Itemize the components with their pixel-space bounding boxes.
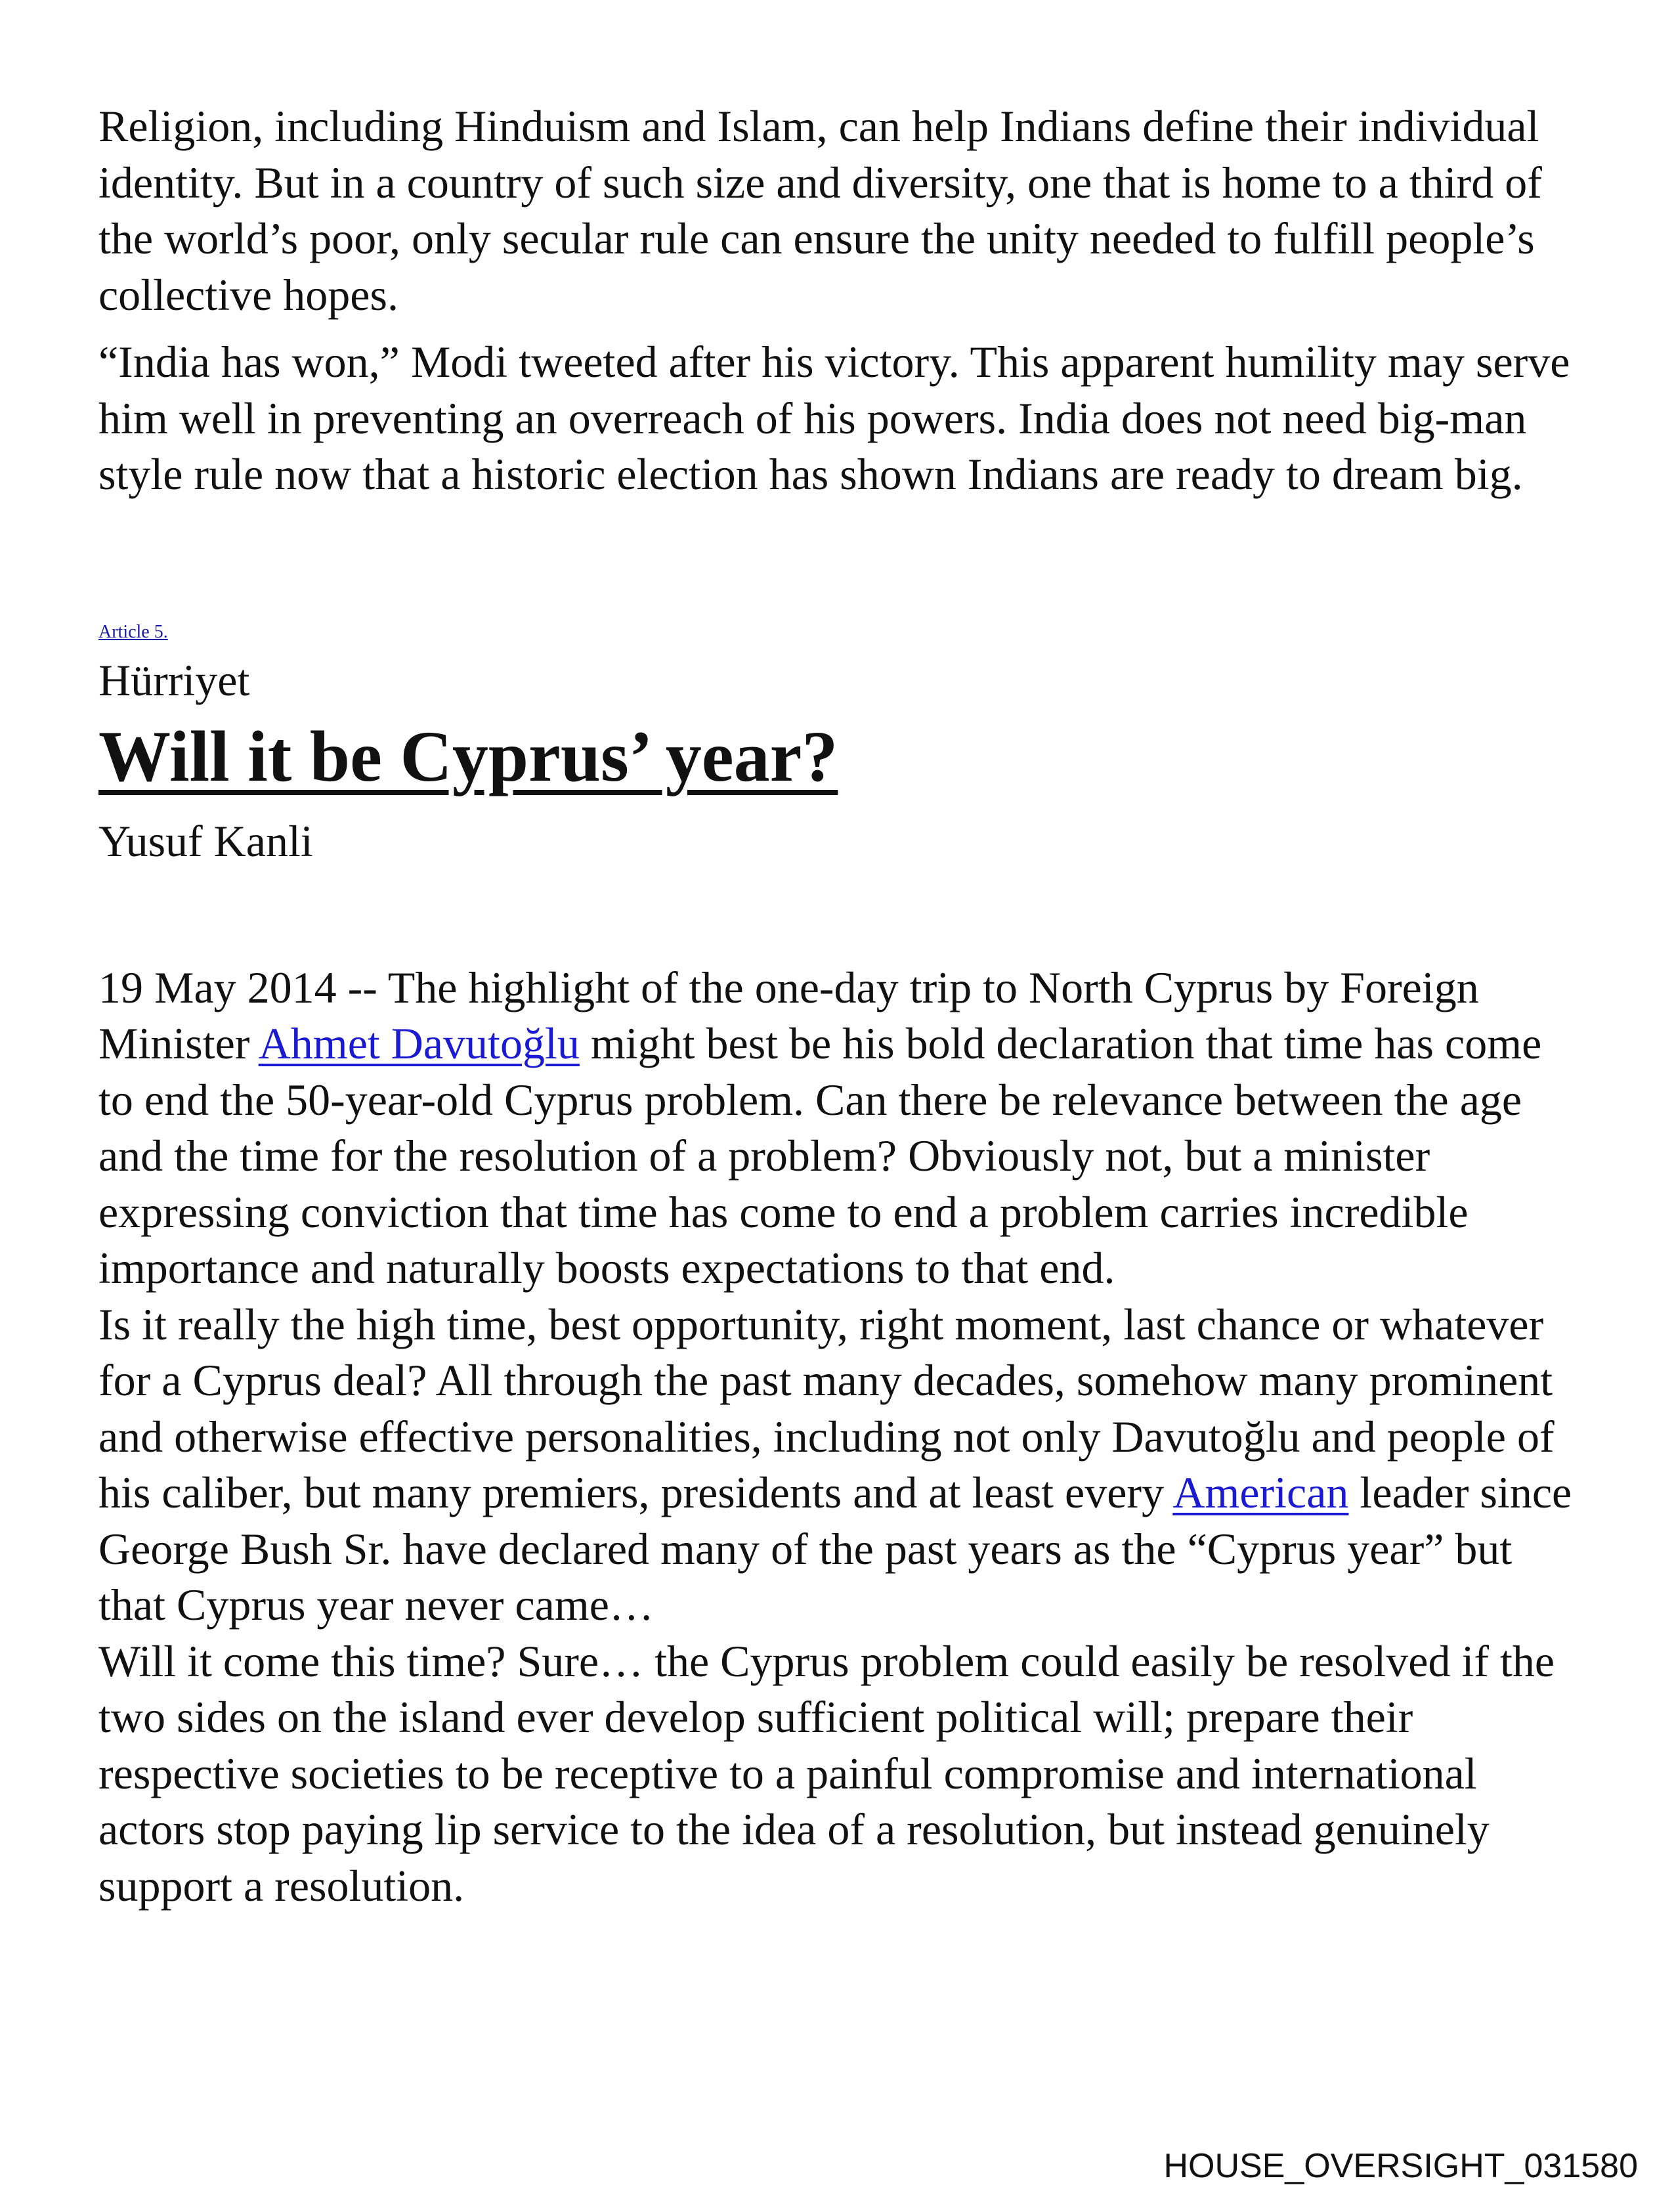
body-paragraph-2-text-b: leader since George Bush Sr. have declared many of the past years as the “Cyprus year” but that Cyprus year never came… [98,1467,1572,1630]
document-page [98,98,1576,1914]
article-headline: Will it be Cyprus’ year? [98,716,838,796]
body-paragraph-1 [98,960,1576,1297]
publication-name: Hürriyet [98,655,250,705]
american-link[interactable]: American [1172,1467,1349,1517]
ahmet-davutoglu-link[interactable]: Ahmet Davutoğlu [258,1018,580,1068]
intro-paragraph-1: Religion, including Hinduism and Islam, can help Indians define their individual identity. But in a country of such size and diversity, one that is home to a third of the world’s poor, only secular rule can ensure the unity needed to fulfill people’s collective hopes. [98,101,1542,320]
article-number-link[interactable]: Article 5. [98,621,168,642]
body-paragraph-3: Will it come this time? Sure… the Cyprus problem could easily be resolved if the two sides on the island ever develop sufficient political will; prepare their respective societies to be receptive to a painful compromise and international actors stop paying lip service to the idea of a resolution, but instead genuinely support a resolution. [98,1636,1555,1911]
body-paragraph-1-text-a: 19 May 2014 -- The highlight of the one-day trip to North Cyprus by Foreign Minister [98,962,1479,1068]
article-body [98,960,1576,1915]
document-id-stamp: HOUSE_OVERSIGHT_031580 [1163,2147,1638,2185]
intro-paragraph-2: “India has won,” Modi tweeted after his victory. This apparent humility may serve him well in preventing an overreach of his powers. India does not need big-man style rule now that a historic election has shown Indians are ready to dream big. [98,337,1570,499]
article-author: Yusuf Kanli [98,815,313,866]
body-paragraph-1-text-b: might best be his bold declaration that time has come to end the 50-year-old Cyprus problem. Can there be relevance between the age and the time for the resolution of a problem? Obviously not, but a minister expressing conviction that time has come to end a problem carries incredible importance and naturally boosts expectations to that end. [98,1018,1542,1293]
body-paragraph-2-text-a: Is it really the high time, best opportunity, right moment, last chance or whatever for a Cyprus deal? All through the past many decades, somehow many prominent and otherwise effective personalities, including not only Davutoğlu and people of his caliber, but many premiers, presidents and at least every [98,1299,1555,1517]
body-paragraph-2 [98,1297,1576,1634]
